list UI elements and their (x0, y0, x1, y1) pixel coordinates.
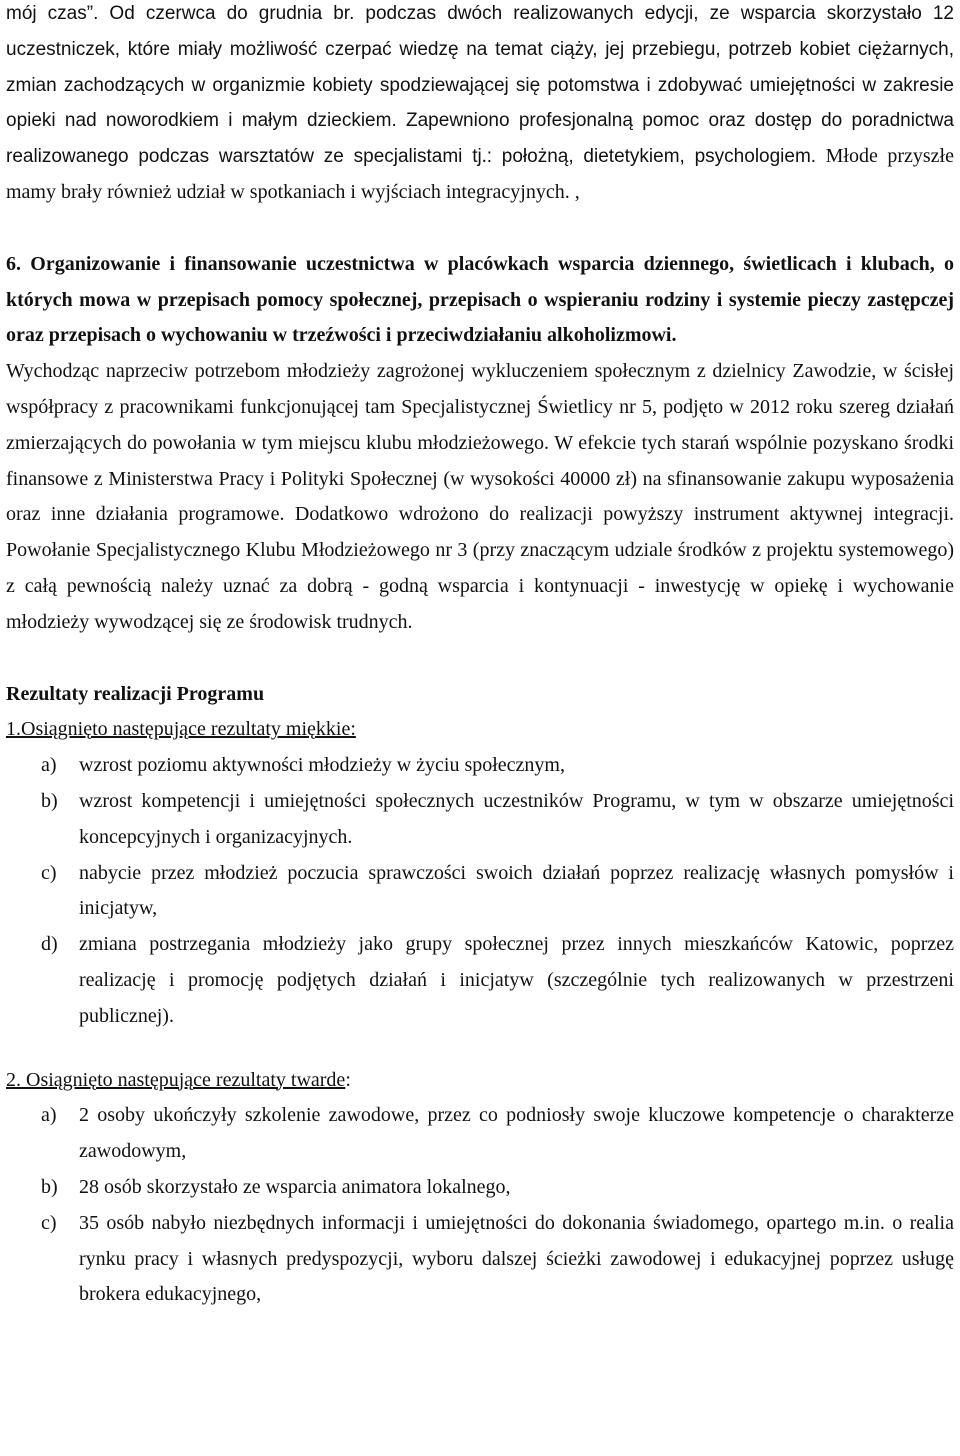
hard-results-heading-num: 2. (6, 1068, 21, 1091)
list-item (6, 784, 954, 856)
intro-serif-tail: . (481, 145, 487, 168)
hard-results-heading (6, 1063, 954, 1099)
list-marker: b) (41, 1175, 58, 1198)
document-page (6, 0, 954, 1313)
list-item-text: wzrost poziomu aktywności młodzieży w życiu społecznym, (79, 754, 565, 777)
section-6-heading: 6. Organizowanie i finansowanie uczestnictwa w placówkach wsparcia dziennego, świetlicach i klubach, o których mowa w przepisach pomocy społecznej, przepisach o wspieraniu rodziny i systemie pieczy zastępczej oraz przepisach o wychowaniu w trzeźwości i przeciwdziałaniu alkoholizmowi. (6, 252, 954, 347)
section-6-body: Wychodząc naprzeciw potrzebom młodzieży zagrożonej wykluczeniem społecznym z dzielnicy Zawodzie, w ścisłej współpracy z pracownikami funkcjonującej tam Specjalistycznej Świetlicy nr 5, podjęto w 2012 roku szereg działań zmierzających do powołania w tym miejscu klubu młodzieżowego. W efekcie tych starań wspólnie pozyskano środki finansowe z Ministerstwa Pracy i Polityki Społecznej (w wysokości 40000 zł) na sfinansowanie zakupu wyposażenia oraz inne działania programowe. Dodatkowo wdrożono do realizacji powyższy instrument aktywnej integracji. Powołanie Specjalistycznego Klubu Młodzieżowego nr 3 (przy znaczącym udziale środków z projektu systemowego) z całą pewnością należy uznać za dobrą - godną wsparcia i kontynuacji - inwestycję w opiekę i wychowanie młodzieży wywodzącej się ze środowisk trudnych. (6, 360, 954, 633)
results-title: Rezultaty realizacji Programu (6, 682, 265, 705)
list-item-text: wzrost kompetencji i umiejętności społecznych uczestników Programu, w tym w obszarze umiejętności koncepcyjnych i organizacyjnych. (79, 789, 954, 848)
list-item-text: 2 osoby ukończyły szkolenie zawodowe, przez co podniosły swoje kluczowe kompetencje o charakterze zawodowym, (79, 1104, 954, 1163)
list-item (6, 1206, 954, 1313)
list-marker: b) (41, 789, 58, 812)
hard-results-list (6, 1098, 954, 1313)
intro-sans-text: mój czas”. Od czerwca do grudnia br. podczas dwóch realizowanych edycji, ze wsparcia skorzystało 12 uczestniczek, które miały możliwość czerpać wiedzę na temat ciąży, jej przebiegu, potrzeb kobiet ciężarnych, zmian zachodzących w organizmie kobiety spodziewającej się potomstwa i zdobywać umiejętności w zakresie opieki nad noworodkiem i małym dzieckiem. Zapewniono profesjonalną pomoc oraz dostęp do poradnictwa realizowanego podczas warsztatów ze specjalistami tj (6, 3, 954, 168)
list-item (6, 927, 954, 1034)
spacer (6, 211, 954, 247)
list-item (6, 748, 954, 784)
intro-serif-text: Młode przyszłe mamy brały również udział w spotkaniach i wyjściach integracyjnych. , (6, 145, 954, 203)
list-marker: a) (41, 754, 57, 777)
list-item-text: 35 osób nabyło niezbędnych informacji i umiejętności do dokonania świadomego, opartego m.in. o realia rynku pracy i własnych predyspozycji, wyboru dalszej ścieżki zawodowej i edukacyjnej poprzez usługę brokera edukacyjnego, (79, 1211, 954, 1306)
list-marker: c) (41, 861, 57, 884)
list-item-text: nabycie przez młodzież poczucia sprawczości swoich działań poprzez realizację własnych pomysłów i inicjatyw, (79, 861, 954, 920)
list-marker: d) (41, 933, 58, 956)
list-item (6, 856, 954, 928)
list-item-text: zmiana postrzegania młodzieży jako grupy społecznej przez innych mieszkańców Katowic, poprzez realizację i promocję podjętych działań i inicjatyw (szczególnie tych realizowanych w przestrzeni publicznej). (79, 933, 954, 1027)
hard-results-heading-text: Osiągnięto następujące rezultaty twarde (21, 1068, 346, 1091)
spacer (6, 641, 954, 677)
spacer (6, 1035, 954, 1063)
soft-results-heading-text: 1.Osiągnięto następujące rezultaty miękkie: (6, 718, 356, 741)
soft-results-list (6, 748, 954, 1034)
intro-paragraph (6, 0, 954, 211)
list-item (6, 1098, 954, 1170)
list-item (6, 1170, 954, 1206)
soft-results-heading (6, 712, 954, 748)
list-item-text: 28 osób skorzystało ze wsparcia animatora lokalnego, (79, 1175, 511, 1198)
hard-results-heading-colon: : (345, 1068, 351, 1091)
intro-sans-text-2: : położną, dietetykiem, psychologiem. (486, 146, 817, 168)
list-marker: c) (41, 1211, 57, 1234)
list-marker: a) (41, 1104, 57, 1127)
